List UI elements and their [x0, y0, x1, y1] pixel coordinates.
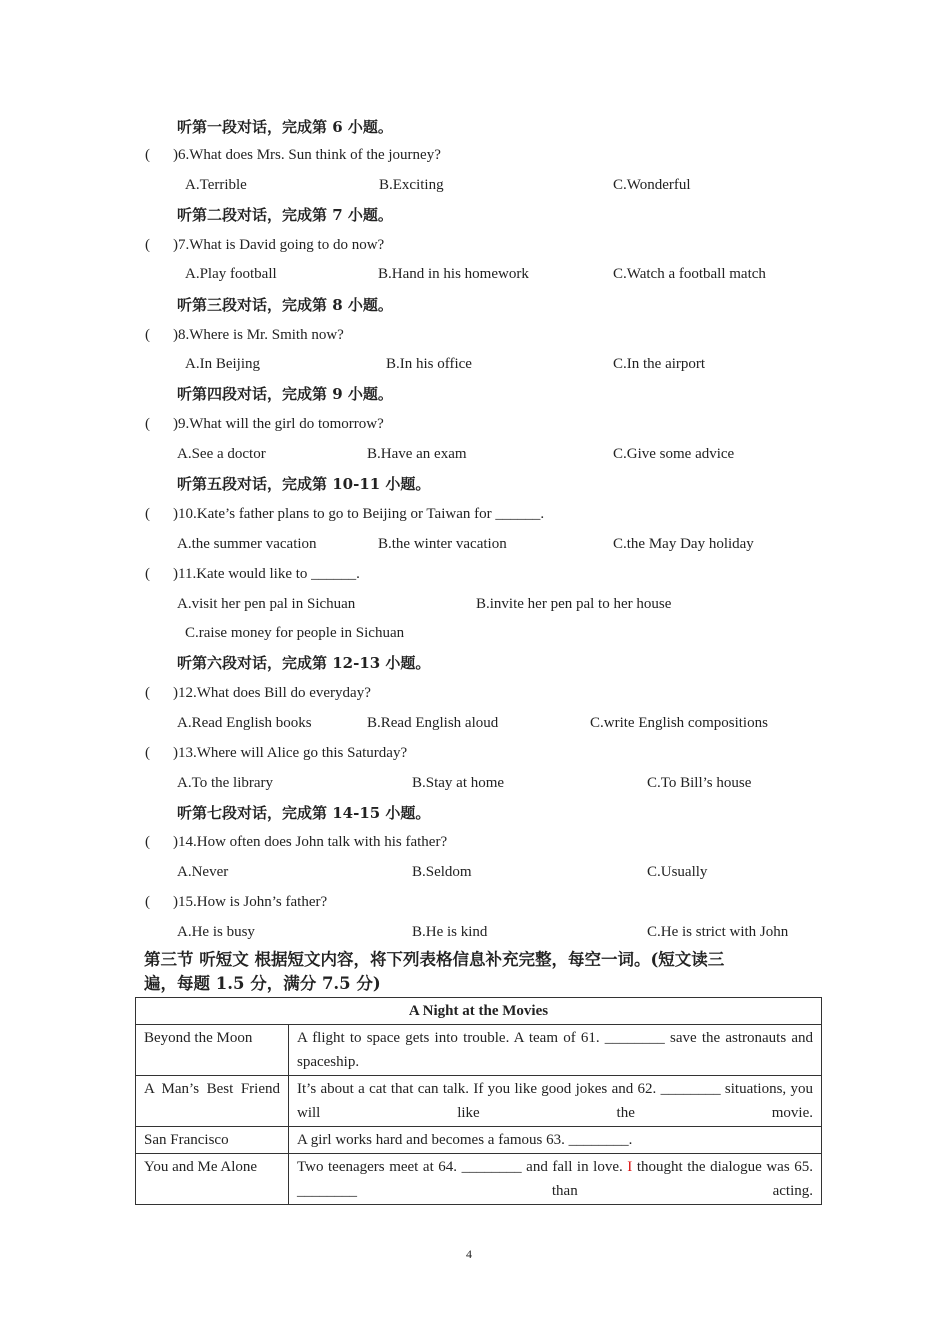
option-10c: C.the May Day holiday: [613, 536, 754, 552]
table-row: [136, 1025, 822, 1076]
option-8b: B.In his office: [386, 356, 472, 372]
question-7: )7.What is David going to do now?: [173, 237, 385, 253]
option-13b: B.Stay at home: [412, 775, 505, 791]
movie-name: Beyond the Moon: [136, 1025, 289, 1076]
movie-description: [289, 1154, 822, 1205]
option-15a: A.He is busy: [177, 924, 255, 940]
answer-paren[interactable]: (: [145, 147, 150, 163]
part3-heading-line2: 遍，每题 1.5 分，满分 7.5 分): [144, 974, 381, 993]
answer-paren[interactable]: (: [145, 834, 150, 850]
answer-paren[interactable]: (: [145, 894, 150, 910]
option-13c: C.To Bill’s house: [647, 775, 752, 791]
answer-paren[interactable]: (: [145, 416, 150, 432]
movie-name: A Man’s Best Friend: [136, 1076, 289, 1127]
question-12: )12.What does Bill do everyday?: [173, 685, 371, 701]
question-8: )8.Where is Mr. Smith now?: [173, 327, 344, 343]
option-14a: A.Never: [177, 864, 229, 880]
section-heading-5: 听第五段对话，完成第 10-11 小题。: [177, 475, 431, 493]
option-10b: B.the winter vacation: [378, 536, 507, 552]
question-10: )10.Kate’s father plans to go to Beijing or Taiwan for ______.: [173, 506, 545, 522]
option-12b: B.Read English aloud: [367, 715, 499, 731]
movie-name: San Francisco: [136, 1127, 289, 1154]
option-9c: C.Give some advice: [613, 446, 735, 462]
option-6b: B.Exciting: [379, 177, 444, 193]
option-7b: B.Hand in his homework: [378, 266, 529, 282]
option-10a: A.the summer vacation: [177, 536, 317, 552]
option-11b: B.invite her pen pal to her house: [476, 596, 672, 612]
table-row: [136, 1127, 822, 1154]
option-14b: B.Seldom: [412, 864, 472, 880]
section-heading-2: 听第二段对话，完成第 7 小题。: [177, 206, 393, 224]
option-9a: A.See a doctor: [177, 446, 266, 462]
option-9b: B.Have an exam: [367, 446, 467, 462]
option-15b: B.He is kind: [412, 924, 488, 940]
movie-description: A flight to space gets into trouble. A team of 61. ________ save the astronauts and spaceship.: [289, 1025, 822, 1076]
option-13a: A.To the library: [177, 775, 274, 791]
table-row: [136, 1076, 822, 1127]
description-text: thought the dialogue was 65. ________ than acting.: [297, 1159, 813, 1199]
question-15: )15.How is John’s father?: [173, 894, 328, 910]
option-12a: A.Read English books: [177, 715, 312, 731]
option-6c: C.Wonderful: [613, 177, 691, 193]
answer-paren[interactable]: (: [145, 237, 150, 253]
option-7c: C.Watch a football match: [613, 266, 766, 282]
section-heading-3: 听第三段对话，完成第 8 小题。: [177, 296, 393, 314]
section-heading-7: 听第七段对话，完成第 14-15 小题。: [177, 804, 431, 822]
section-heading-4: 听第四段对话，完成第 9 小题。: [177, 385, 393, 403]
question-13: )13.Where will Alice go this Saturday?: [173, 745, 408, 761]
movie-name: You and Me Alone: [136, 1154, 289, 1205]
option-7a: A.Play football: [185, 266, 277, 282]
section-heading-1: 听第一段对话，完成第 6 小题。: [177, 118, 393, 136]
answer-paren[interactable]: (: [145, 327, 150, 343]
option-11a: A.visit her pen pal in Sichuan: [177, 596, 356, 612]
option-8c: C.In the airport: [613, 356, 706, 372]
option-14c: C.Usually: [647, 864, 708, 880]
part3-heading-line1: 第三节 听短文 根据短文内容，将下列表格信息补充完整，每空一词。(短文读三: [144, 950, 725, 969]
table-title-row: [136, 998, 822, 1025]
table-title: A Night at the Movies: [136, 998, 822, 1025]
answer-paren[interactable]: (: [145, 566, 150, 582]
option-11c: C.raise money for people in Sichuan: [185, 625, 405, 641]
table-row: [136, 1154, 822, 1205]
answer-paren[interactable]: (: [145, 506, 150, 522]
answer-paren[interactable]: (: [145, 685, 150, 701]
movies-table: [135, 997, 822, 1205]
page-number: 4: [466, 1247, 472, 1261]
question-9: )9.What will the girl do tomorrow?: [173, 416, 384, 432]
section-heading-6: 听第六段对话，完成第 12-13 小题。: [177, 654, 431, 672]
option-12c: C.write English compositions: [590, 715, 768, 731]
question-6: )6.What does Mrs. Sun think of the journey?: [173, 147, 441, 163]
description-red-word: I: [627, 1159, 633, 1175]
option-8a: A.In Beijing: [185, 356, 260, 372]
option-15c: C.He is strict with John: [647, 924, 789, 940]
movie-description: It’s about a cat that can talk. If you like good jokes and 62. ________ situations, you will like the movie.: [289, 1076, 822, 1127]
movie-description: A girl works hard and becomes a famous 63. ________.: [289, 1127, 822, 1154]
question-11: )11.Kate would like to ______.: [173, 566, 360, 582]
description-text: Two teenagers meet at 64. ________ and fall in love.: [297, 1159, 628, 1175]
option-6a: A.Terrible: [185, 177, 247, 193]
question-14: )14.How often does John talk with his father?: [173, 834, 448, 850]
answer-paren[interactable]: (: [145, 745, 150, 761]
